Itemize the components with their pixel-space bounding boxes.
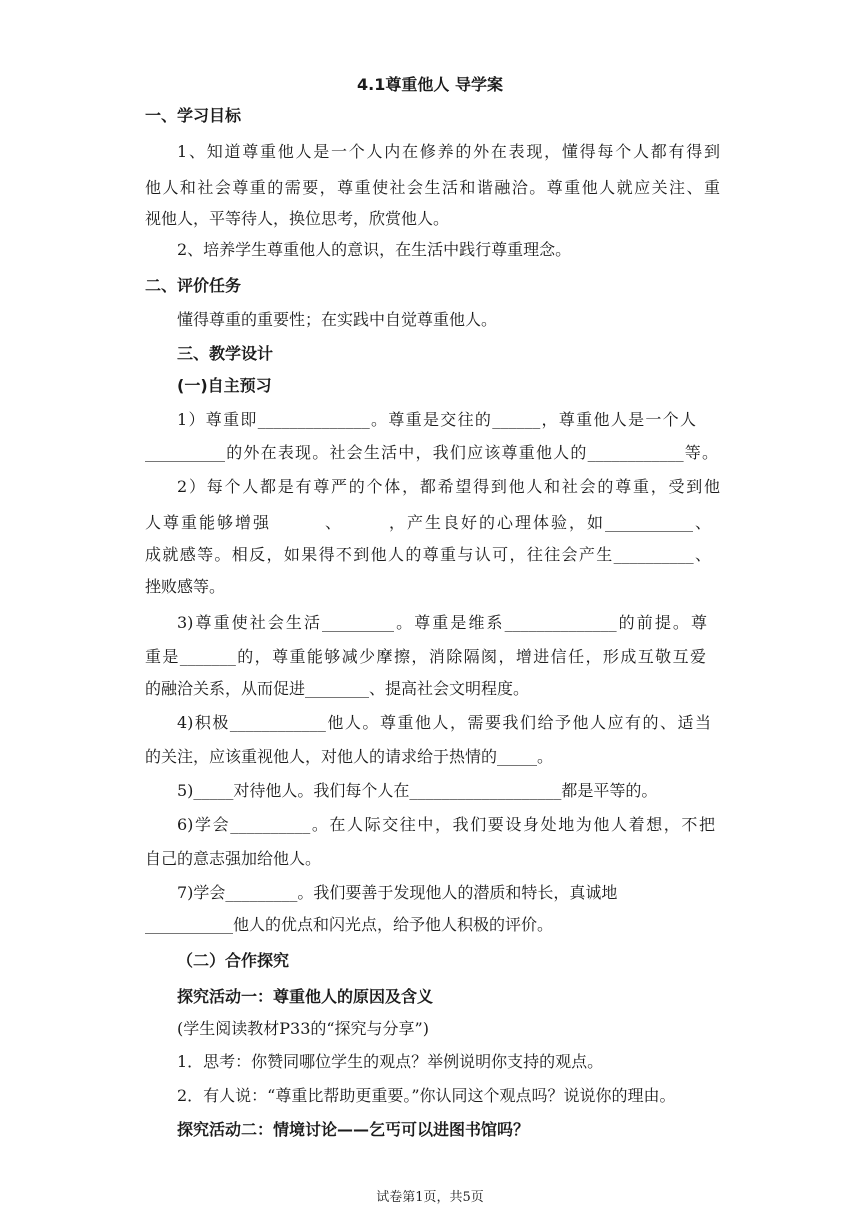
goal-1-line-1: 1、知道尊重他人是一个人内在修养的外在表现，懂得每个人都有得到 [177,142,720,161]
subsection-heading-preview: (一)自主预习 [177,376,272,395]
question-1-line-1: 1）尊重即______________。尊重是交往的______，尊重他人是一个人 [177,410,696,429]
question-3-line-3: 的融洽关系，从而促进________、提高社会文明程度。 [145,679,530,698]
activity-1-note: (学生阅读教材P33的“探究与分享”) [177,1019,429,1038]
goal-1-line-2: 他人和社会尊重的需要，尊重使社会生活和谐融洽。尊重他人就应关注、重 [145,178,720,197]
question-3-line-1: 3)尊重使社会生活_________。尊重是维系______________的前提。尊 [177,613,707,632]
section-heading-goals: 一、学习目标 [145,106,242,125]
activity-1-question-1: 1．思考：你赞同哪位学生的观点？举例说明你支持的观点。 [177,1052,604,1071]
question-5: 5)_____对待他人。我们每个人在___________________都是平等的。 [177,781,658,800]
question-6-line-2: 自己的意志强加给他人。 [145,849,322,868]
question-7-line-1: 7)学会_________。我们要善于发现他人的潜质和特长，真诚地 [177,883,618,902]
goal-2: 2、培养学生尊重他人的意识，在生活中践行尊重理念。 [177,240,572,259]
page-footer: 试卷第1页，共5页 [376,1190,484,1205]
evaluation-text: 懂得尊重的重要性；在实践中自觉尊重他人。 [177,310,498,329]
subsection-heading-cooperation: （二）合作探究 [177,951,290,970]
activity-1-question-2: 2．有人说：“尊重比帮助更重要。”你认同这个观点吗？说说你的理由。 [177,1086,676,1105]
question-1-line-2: __________的外在表现。社会生活中，我们应该尊重他人的____________等。 [145,443,718,462]
question-2-line-2: 人尊重能够增强 、 ，产生良好的心理体验，如___________、 [145,513,711,532]
question-2-line-3: 成就感等。相反，如果得不到他人的尊重与认可，往往会产生__________、 [145,545,711,564]
activity-1-heading: 探究活动一：尊重他人的原因及含义 [177,987,434,1006]
question-6-line-1: 6)学会__________。在人际交往中，我们要设身处地为他人着想，不把 [177,815,715,834]
question-2-line-4: 挫败感等。 [145,577,226,596]
section-heading-design: 三、教学设计 [177,344,274,363]
question-4-line-1: 4)积极____________他人。尊重他人，需要我们给予他人应有的、适当 [177,713,711,732]
question-4-line-2: 的关注，应该重视他人，对他人的请求给于热情的_____。 [145,747,554,766]
goal-1-line-3: 视他人，平等待人，换位思考，欣赏他人。 [145,209,450,228]
page-title: 4.1尊重他人 导学案 [357,75,503,94]
question-3-line-2: 重是_______的，尊重能够减少摩擦，消除隔阂，增进信任，形成互敬互爱 [145,647,706,666]
activity-2-heading: 探究活动二：情境讨论——乞丐可以进图书馆吗？ [177,1120,530,1139]
section-heading-evaluation: 二、评价任务 [145,276,242,295]
question-7-line-2: ___________他人的优点和闪光点，给予他人积极的评价。 [145,915,554,934]
question-2-line-1: 2）每个人都是有尊严的个体，都希望得到他人和社会的尊重，受到他 [177,477,720,496]
